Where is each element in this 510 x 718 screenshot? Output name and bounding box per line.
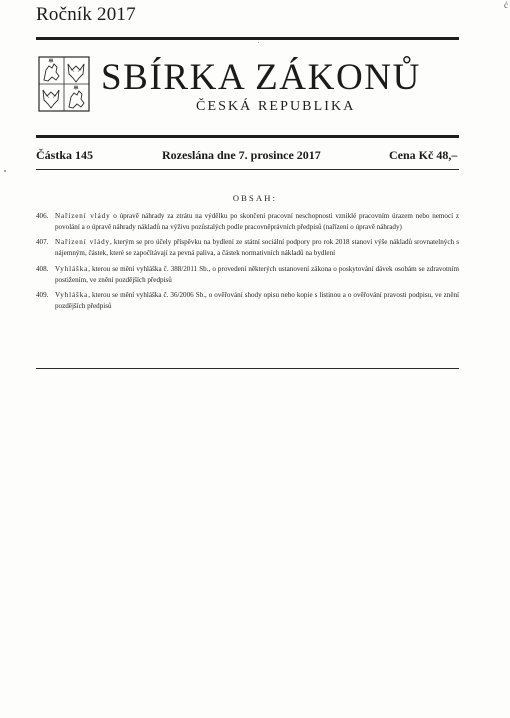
issue-rule bbox=[36, 169, 459, 170]
entry-text: , kterou se mění vyhláška č. 36/2006 Sb., o ověřování shody opisu nebo kopie s listinou a o ověřování pravosti podpisu, ve znění pozdějších předpisů bbox=[55, 291, 459, 310]
contents-entry bbox=[36, 211, 459, 232]
volume-label: Ročník 2017 bbox=[36, 4, 136, 25]
scan-speck bbox=[4, 170, 6, 172]
gazette-subtitle: ČESKÁ REPUBLIKA bbox=[196, 99, 356, 114]
state-emblem-icon bbox=[38, 56, 90, 112]
corner-mark: ć bbox=[504, 0, 508, 10]
top-rule bbox=[36, 37, 459, 40]
contents-heading: OBSAH: bbox=[232, 193, 278, 203]
gazette-title: SBÍRKA ZÁKONŮ bbox=[101, 57, 421, 98]
header-rule bbox=[36, 135, 459, 138]
contents-entry bbox=[36, 237, 459, 258]
issue-distribution-date: Rozeslána dne 7. prosince 2017 bbox=[162, 148, 321, 162]
contents-list bbox=[36, 211, 459, 317]
entry-kind: Nařízení vlády bbox=[55, 212, 111, 220]
issue-price: Cena Kč 48,– bbox=[389, 148, 458, 162]
entry-number: 407. bbox=[36, 238, 49, 247]
entry-text: o úpravě náhrady za ztrátu na výdělku po skončení pracovní neschopnosti vzniklé pracovním úrazem nebo nemocí z povolání a o úpravě náhrady nákladů na výživu pozůstalých podle pracovněprávních předpisů (nařízení o úpravě náhrady) bbox=[55, 212, 459, 231]
issue-part: Částka 145 bbox=[36, 148, 94, 162]
entry-kind: Vyhláška bbox=[55, 264, 89, 273]
entry-kind: Nařízení vlády bbox=[55, 238, 110, 247]
contents-entry bbox=[36, 290, 459, 311]
contents-entry bbox=[36, 264, 459, 285]
entry-number: 409. bbox=[36, 291, 49, 300]
entry-text: , kterou se mění vyhláška č. 388/2011 Sb., o provedení některých ustanovení zákona o poskytování dávek osobám se zdravotním postižením, ve znění pozdějších předpisů bbox=[55, 264, 459, 284]
entry-kind: Vyhláška bbox=[55, 291, 89, 300]
contents-end-rule bbox=[36, 368, 459, 369]
entry-number: 406. bbox=[36, 212, 49, 220]
entry-number: 408. bbox=[36, 264, 49, 273]
entry-text: , kterým se pro účely příspěvku na bydlení ze státní sociální podpory pro rok 2018 stanoví výše nákladů srovnatelných s nájemným, částek, které se započítávají za pevná paliva, a částek normativních nákladů na bydlení bbox=[55, 238, 459, 258]
scan-speck bbox=[258, 42, 259, 43]
